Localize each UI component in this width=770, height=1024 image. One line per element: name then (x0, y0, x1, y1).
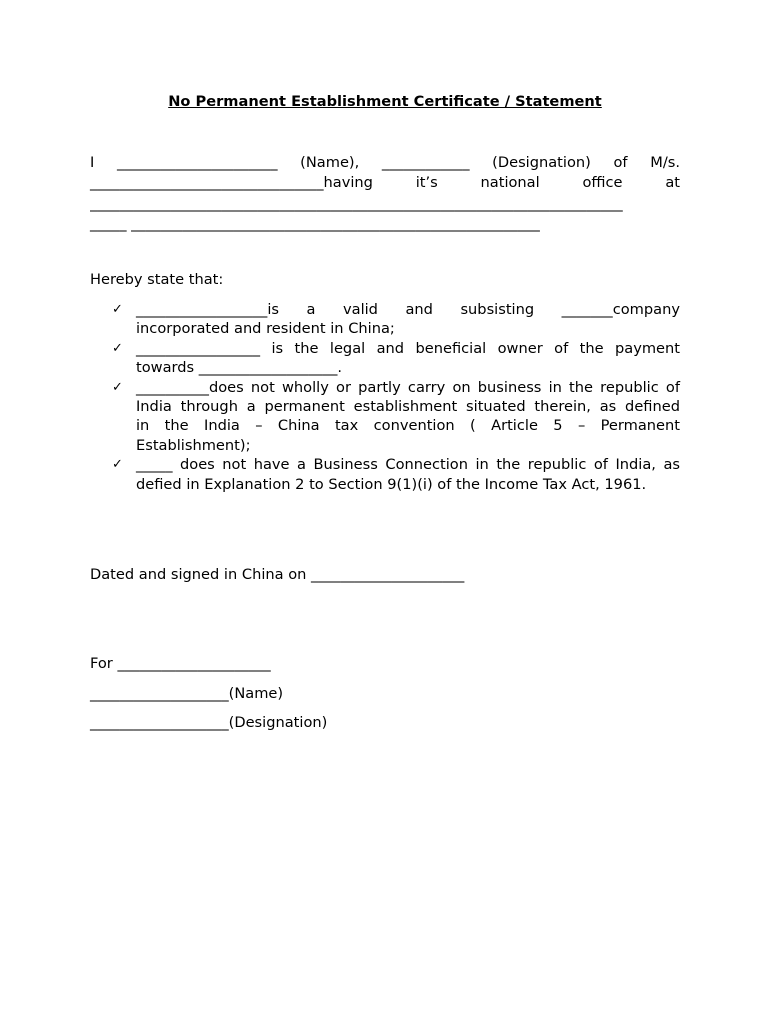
document-title: No Permanent Establishment Certificate / Statement (168, 93, 602, 110)
intro-line-2: ________________________________having it’s national office at (90, 174, 680, 191)
list-item-line: __________does not wholly or partly carry on business in the republic of (136, 378, 680, 396)
list-item-line: incorporated and resident in China; (136, 320, 395, 338)
checkmark-icon: ✓ (112, 379, 123, 395)
list-item-line: _____ does not have a Business Connection in the republic of India, as (136, 456, 680, 474)
signatory-name-line: ___________________(Name) (90, 685, 284, 702)
hereby-statement: Hereby state that: (90, 271, 224, 288)
signatory-designation-line: ___________________(Designation) (90, 714, 328, 731)
list-item-line: __________________is a valid and subsisting _______company (136, 301, 680, 318)
intro-line-1: I ______________________ (Name), ____________ (Designation) of M/s. (90, 154, 680, 171)
list-item-line: in the India – China tax convention ( Article 5 – Permanent (136, 417, 680, 435)
intro-line-4: _____ ________________________________________________________ (90, 215, 540, 232)
checkmark-icon: ✓ (112, 302, 123, 317)
for-company-line: For _____________________ (90, 655, 271, 672)
intro-line-3: _________________________________________________________________________ (90, 195, 623, 212)
statement-list (90, 300, 680, 494)
list-item (90, 339, 680, 378)
list-item-line: defied in Explanation 2 to Section 9(1)(i) of the Income Tax Act, 1961. (136, 475, 647, 493)
list-item (90, 455, 680, 494)
list-item-line: _________________ is the legal and beneficial owner of the payment (136, 339, 680, 357)
checkmark-icon: ✓ (112, 457, 123, 473)
list-item-line: Establishment); (136, 436, 251, 454)
list-item (90, 300, 680, 339)
list-item-line: India through a permanent establishment situated therein, as defined (136, 398, 680, 416)
list-item (90, 378, 680, 456)
dated-signed-line: Dated and signed in China on _____________________ (90, 566, 465, 583)
list-item-line: towards ___________________. (136, 359, 343, 377)
checkmark-icon: ✓ (112, 340, 123, 356)
